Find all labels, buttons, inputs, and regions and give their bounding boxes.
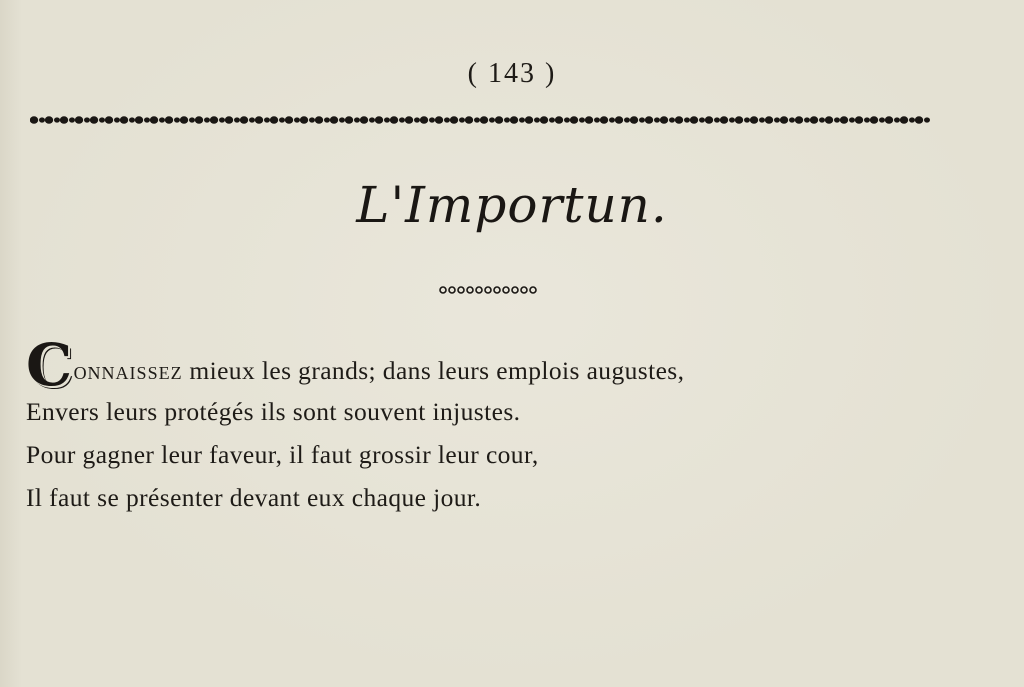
rule-bead [270, 116, 278, 124]
rule-bead [459, 117, 465, 122]
rule-bead [570, 116, 578, 124]
rule-bead [834, 117, 840, 122]
rule-bead [540, 116, 548, 124]
rule-bead [384, 117, 390, 122]
rule-bead [174, 117, 180, 122]
rule-bead [489, 117, 495, 122]
rule-bead [75, 116, 83, 124]
rule-bead [699, 117, 705, 122]
rule-bead [819, 117, 825, 122]
rule-bead [444, 117, 450, 122]
rule-bead [414, 117, 420, 122]
rule-bead [705, 116, 713, 124]
rule-bead [360, 116, 368, 124]
rule-bead [924, 117, 930, 122]
poem-title: L'Importun. [356, 176, 668, 234]
rule-bead [159, 117, 165, 122]
rule-bead [729, 117, 735, 122]
rule-bead [45, 116, 53, 124]
rule-bead [594, 117, 600, 122]
rule-bead [549, 117, 555, 122]
rule-bead [195, 116, 203, 124]
rule-bead [99, 117, 105, 122]
rule-bead [804, 117, 810, 122]
rule-bead [630, 116, 638, 124]
rule-bead [645, 116, 653, 124]
rule-bead [165, 116, 173, 124]
rule-bead [750, 116, 758, 124]
rule-bead [855, 116, 863, 124]
rule-bead [534, 117, 540, 122]
rule-bead [279, 117, 285, 122]
rule-bead [825, 116, 833, 124]
rule-bead [420, 116, 428, 124]
rule-bead [114, 117, 120, 122]
rule-bead [870, 116, 878, 124]
rule-bead [555, 116, 563, 124]
rule-bead [189, 117, 195, 122]
rule-bead [669, 117, 675, 122]
rule-bead [879, 117, 885, 122]
rule-bead [285, 116, 293, 124]
first-line-rest: mieux les grands; dans leurs emplois augustes, [182, 356, 685, 385]
rule-bead [264, 117, 270, 122]
ornament-ring [485, 287, 491, 293]
rule-bead [105, 116, 113, 124]
rule-bead [900, 116, 908, 124]
rule-bead [435, 116, 443, 124]
rule-bead [525, 116, 533, 124]
rule-bead [840, 116, 848, 124]
rule-bead [795, 116, 803, 124]
rule-bead [210, 116, 218, 124]
rule-bead [339, 117, 345, 122]
rule-bead [495, 116, 503, 124]
rule-bead [180, 116, 188, 124]
rule-bead [135, 116, 143, 124]
verse-line-1 [26, 330, 986, 399]
rule-bead [204, 117, 210, 122]
rule-bead [759, 117, 765, 122]
ornament-ring [467, 287, 473, 293]
rule-bead [720, 116, 728, 124]
ornament-ring [530, 287, 536, 293]
rule-bead [300, 116, 308, 124]
rule-bead [504, 117, 510, 122]
rule-bead [624, 117, 630, 122]
verse-line-2: Envers leurs protégés ils sont souvent injustes. [26, 397, 521, 426]
rule-bead [474, 117, 480, 122]
ornament-ring [440, 287, 446, 293]
rule-bead [654, 117, 660, 122]
rule-bead [30, 116, 38, 124]
rule-bead [639, 117, 645, 122]
rule-bead [84, 117, 90, 122]
rule-bead [810, 116, 818, 124]
rule-bead [144, 117, 150, 122]
rule-bead [774, 117, 780, 122]
rule-bead [450, 116, 458, 124]
first-word-smallcaps: onnaissez [73, 356, 183, 385]
rule-bead [864, 117, 870, 122]
rule-bead [849, 117, 855, 122]
rule-bead [354, 117, 360, 122]
rule-bead [375, 116, 383, 124]
rule-bead [345, 116, 353, 124]
verse-line-4: Il faut se présenter devant eux chaque jour. [26, 483, 482, 512]
rule-bead [465, 116, 473, 124]
ornament-ring [449, 287, 455, 293]
decorative-rule [30, 113, 935, 127]
ornament-ring [458, 287, 464, 293]
rule-bead [390, 116, 398, 124]
rule-bead [675, 116, 683, 124]
ornament-ring [494, 287, 500, 293]
rule-bead [150, 116, 158, 124]
ornament-ring [521, 287, 527, 293]
rule-bead [789, 117, 795, 122]
ornament-ring [512, 287, 518, 293]
rule-bead [429, 117, 435, 122]
rule-bead [39, 117, 45, 122]
rule-bead [909, 117, 915, 122]
rule-bead [480, 116, 488, 124]
rule-bead [600, 116, 608, 124]
rule-bead [915, 116, 923, 124]
rule-bead [225, 116, 233, 124]
page-number: ( 143 ) [467, 58, 557, 89]
rule-bead [684, 117, 690, 122]
verse-line-3: Pour gagner leur faveur, il faut grossir leur cour, [26, 440, 539, 469]
rule-bead [234, 117, 240, 122]
rule-bead [894, 117, 900, 122]
rule-bead [579, 117, 585, 122]
rule-bead [309, 117, 315, 122]
rule-bead [60, 116, 68, 124]
rule-bead [744, 117, 750, 122]
rule-bead [660, 116, 668, 124]
rule-bead [399, 117, 405, 122]
rule-bead [585, 116, 593, 124]
rule-bead [735, 116, 743, 124]
rule-bead [405, 116, 413, 124]
rule-bead [255, 116, 263, 124]
rule-bead [615, 116, 623, 124]
rule-bead [90, 116, 98, 124]
rule-bead [315, 116, 323, 124]
rule-bead [294, 117, 300, 122]
ornament-ring [476, 287, 482, 293]
drop-cap: C [26, 331, 73, 399]
rule-bead [519, 117, 525, 122]
rule-bead [609, 117, 615, 122]
rule-bead [69, 117, 75, 122]
rule-bead [714, 117, 720, 122]
rule-bead [120, 116, 128, 124]
rule-bead [54, 117, 60, 122]
rule-bead [240, 116, 248, 124]
rule-bead [885, 116, 893, 124]
rule-bead [780, 116, 788, 124]
ornament-ring [503, 287, 509, 293]
rule-bead [219, 117, 225, 122]
rule-bead [690, 116, 698, 124]
rule-bead [249, 117, 255, 122]
rule-bead [564, 117, 570, 122]
rule-bead [330, 116, 338, 124]
rule-bead [369, 117, 375, 122]
rule-bead [765, 116, 773, 124]
rule-bead [510, 116, 518, 124]
rule-bead [324, 117, 330, 122]
small-ornament [438, 285, 540, 295]
rule-bead [129, 117, 135, 122]
poem-verse [26, 330, 986, 519]
